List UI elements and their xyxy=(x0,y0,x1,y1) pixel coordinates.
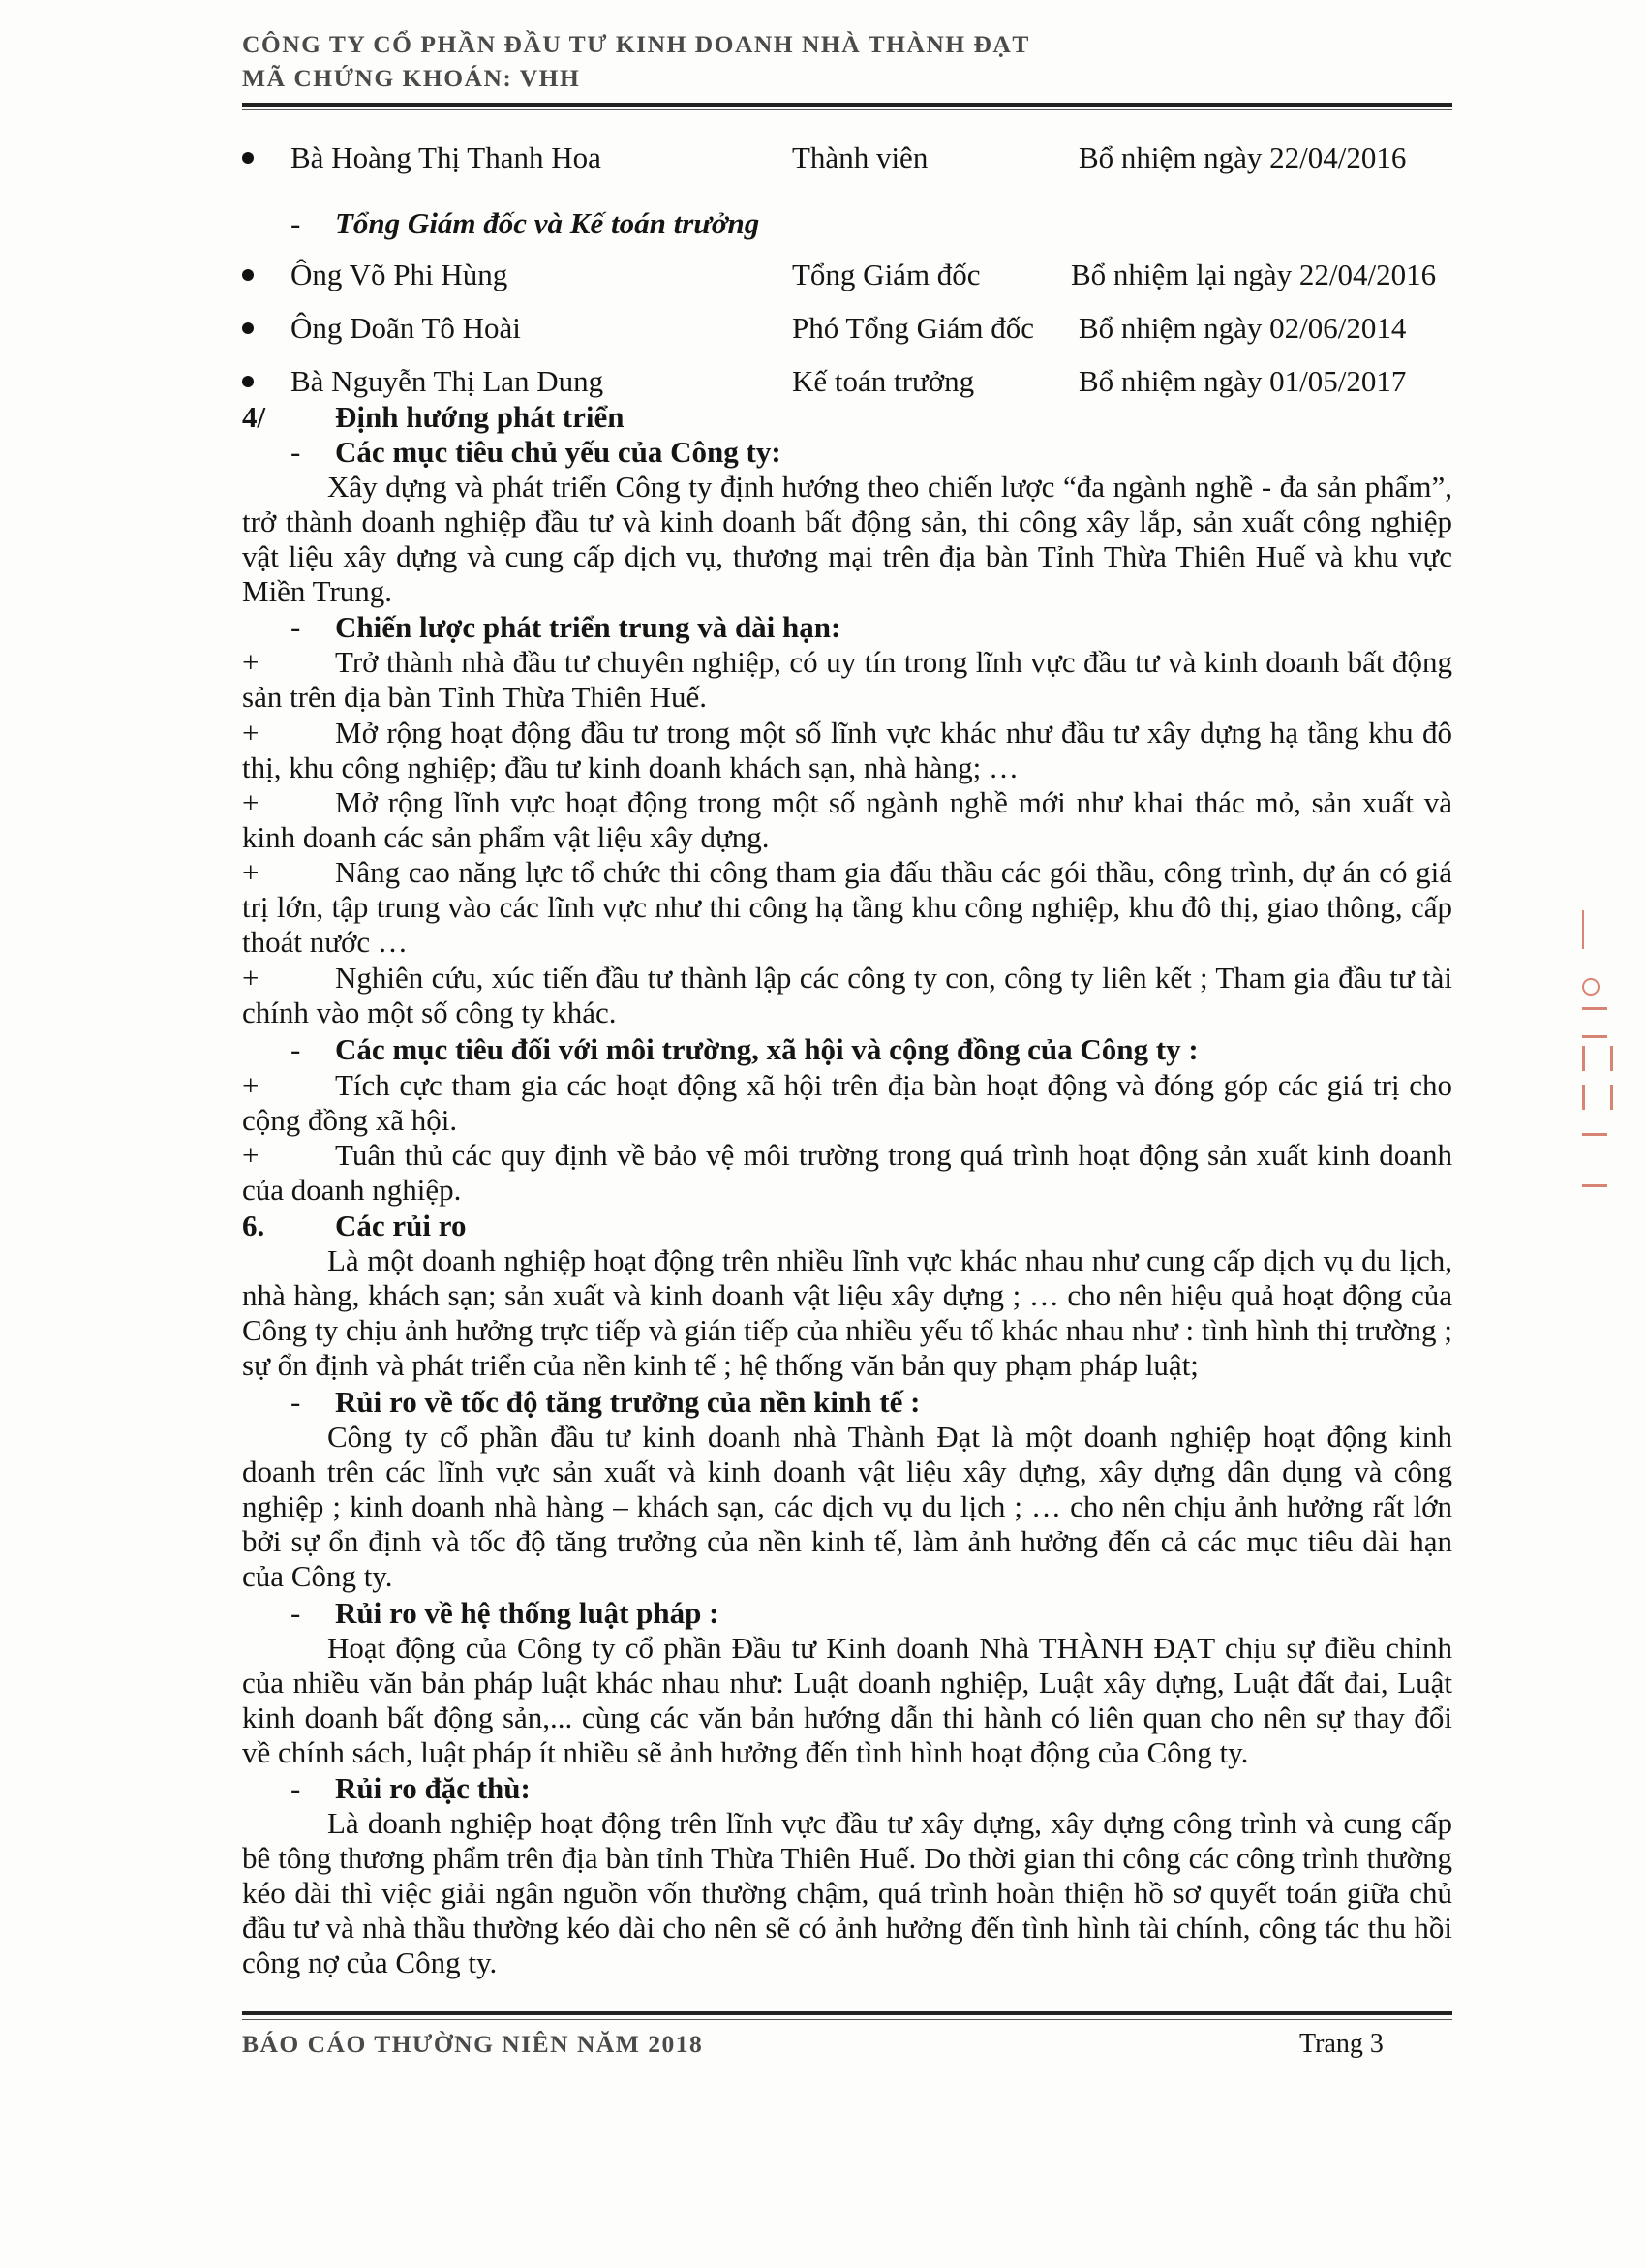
legal-risk-paragraph: Hoạt động của Công ty cổ phần Đầu tư Kinh doanh Nhà THÀNH ĐẠT chịu sự điều chỉnh của nhiều văn bản pháp luật khác nhau như: Luật doanh nghiệp, Luật xây dựng, Luật đất đai, Luật kinh doanh bất động sản,... cùng các văn bản hướng dẫn thi hành có liên quan cho nên sự thay đổi về chính sách, luật pháp ít nhiều sẽ ảnh hưởng đến tình hình hoạt động của Công ty. xyxy=(242,1631,1452,1769)
bullet-icon xyxy=(242,152,254,164)
management-row xyxy=(242,258,1452,296)
member-appointment: Bổ nhiệm ngày 02/06/2014 xyxy=(1079,311,1407,345)
member-name: Ông Võ Phi Hùng xyxy=(290,258,508,291)
board-member-row xyxy=(242,140,1452,179)
heading-text: Các mục tiêu chủ yếu của Công ty: xyxy=(335,435,781,469)
plus-marker: + xyxy=(242,645,259,679)
member-role: Kế toán trưởng xyxy=(792,364,975,398)
item-text: Tích cực tham gia các hoạt động xã hội trên địa bàn hoạt động và đóng góp các giá trị cho cộng đồng xã hội. xyxy=(242,1068,1452,1137)
stock-code: MÃ CHỨNG KHOÁN: VHH xyxy=(242,64,581,92)
item-text: Nghiên cứu, xúc tiến đầu tư thành lập các công ty con, công ty liên kết ; Tham gia đầu tư tài chính vào một số công ty khác. xyxy=(242,961,1452,1029)
item-text: Mở rộng hoạt động đầu tư trong một số lĩnh vực khác như đầu tư xây dựng hạ tầng khu đô thị, khu công nghiệp; đầu tư kinh doanh khách sạn, nhà hàng; … xyxy=(242,716,1452,784)
plus-marker: + xyxy=(242,1068,259,1102)
strategy-item xyxy=(242,785,1452,855)
heading-text: Rủi ro về hệ thống luật pháp : xyxy=(335,1596,719,1630)
risks-intro: Là một doanh nghiệp hoạt động trên nhiều lĩnh vực khác nhau như cung cấp dịch vụ du lịch, nhà hàng, khách sạn; sản xuất và kinh doanh vật liệu xây dựng ; … cho nên hiệu quả hoạt động của Công ty chịu ảnh hưởng trực tiếp và gián tiếp của nhiều yếu tố khác nhau như : tình hình thị trường ; sự ổn định và phát triển của nền kinh tế ; hệ thống văn bản quy phạm pháp luật; xyxy=(242,1243,1452,1382)
item-text: Tuân thủ các quy định về bảo vệ môi trường trong quá trình hoạt động sản xuất kinh doanh của doanh nghiệp. xyxy=(242,1138,1452,1207)
member-appointment: Bổ nhiệm lại ngày 22/04/2016 xyxy=(1071,258,1437,291)
report-title: BÁO CÁO THƯỜNG NIÊN NĂM 2018 xyxy=(242,2030,704,2058)
plus-marker: + xyxy=(242,855,259,889)
member-appointment: Bổ nhiệm ngày 01/05/2017 xyxy=(1079,364,1407,398)
plus-marker: + xyxy=(242,716,259,750)
strategy-item xyxy=(242,716,1452,785)
dash-marker: - xyxy=(290,1385,301,1419)
member-name: Ông Doãn Tô Hoài xyxy=(290,311,521,345)
member-role: Phó Tổng Giám đốc xyxy=(792,311,1034,345)
dash-marker: - xyxy=(290,435,301,469)
specific-risk-paragraph: Là doanh nghiệp hoạt động trên lĩnh vực đầu tư xây dựng, xây dựng công trình và cung cấp bê tông thương phẩm trên địa bàn tỉnh Thừa Thiên Huế. Do thời gian thi công các công trình thường kéo dài thì việc giải ngân nguồn vốn thường chậm, quá trình hoàn thiện hồ sơ quyết toán giữa chủ đầu tư và nhà thầu thường kéo dài cho nên sẽ có ảnh hưởng đến tình hình tài chính, công tác thu hồi công nợ của Công ty. xyxy=(242,1806,1452,1979)
header-rule xyxy=(242,103,1452,107)
heading-text: Các mục tiêu đối với môi trường, xã hội và cộng đồng của Công ty : xyxy=(335,1032,1199,1066)
strategy-item xyxy=(242,855,1452,960)
strategy-item xyxy=(242,961,1452,1030)
page-header xyxy=(242,27,1452,95)
page-number: Trang 3 xyxy=(1299,2029,1384,2059)
section-number: 4/ xyxy=(242,400,266,434)
goals-paragraph: Xây dựng và phát triển Công ty định hướng theo chiến lược “đa ngành nghề - đa sản phẩm”, trở thành doanh nghiệp đầu tư và kinh doanh bất động sản, thi công xây lắp, sản xuất công nghiệp vật liệu xây dựng và cung cấp dịch vụ, thương mại trên địa bàn Tỉnh Thừa Thiên Huế và khu vực Miền Trung. xyxy=(242,470,1452,608)
plus-marker: + xyxy=(242,785,259,819)
member-appointment: Bổ nhiệm ngày 22/04/2016 xyxy=(1079,140,1407,174)
dash-marker: - xyxy=(290,610,301,644)
footer-rule-thin xyxy=(242,2019,1452,2020)
header-rule-thin xyxy=(242,109,1452,110)
dash-marker: - xyxy=(290,1771,301,1805)
env-item xyxy=(242,1138,1452,1208)
economy-risk-paragraph: Công ty cổ phần đầu tư kinh doanh nhà Thành Đạt là một doanh nghiệp hoạt động kinh doanh trên các lĩnh vực sản xuất và kinh doanh vật liệu xây dựng, xây dựng dân dụng và công nghiệp ; kinh doanh nhà hàng – khách sạn, các dịch vụ du lịch ; … cho nên chịu ảnh hưởng rất lớn bởi sự ổn định và tốc độ tăng trưởng của nền kinh tế, làm ảnh hưởng đến cả các mục tiêu dài hạn của Công ty. xyxy=(242,1420,1452,1593)
heading-text: Tổng Giám đốc và Kế toán trưởng xyxy=(335,206,760,240)
strategy-item xyxy=(242,645,1452,715)
member-role: Thành viên xyxy=(792,140,929,174)
management-row xyxy=(242,364,1452,403)
footer-rule xyxy=(242,2011,1452,2015)
member-name: Bà Hoàng Thị Thanh Hoa xyxy=(290,140,601,174)
plus-marker: + xyxy=(242,961,259,995)
item-text: Mở rộng lĩnh vực hoạt động trong một số ngành nghề mới như khai thác mỏ, sản xuất và kinh doanh các sản phẩm vật liệu xây dựng. xyxy=(242,785,1452,854)
bullet-icon xyxy=(242,322,254,334)
env-item xyxy=(242,1068,1452,1138)
section-title: Định hướng phát triển xyxy=(335,400,625,434)
plus-marker: + xyxy=(242,1138,259,1172)
dash-marker: - xyxy=(290,1596,301,1630)
dash-marker: - xyxy=(290,1032,301,1066)
bullet-icon xyxy=(242,376,254,387)
section-number: 6. xyxy=(242,1209,265,1242)
member-role: Tổng Giám đốc xyxy=(792,258,981,291)
heading-text: Chiến lược phát triển trung và dài hạn: xyxy=(335,610,841,644)
member-name: Bà Nguyễn Thị Lan Dung xyxy=(290,364,604,398)
company-name: CÔNG TY CỔ PHẦN ĐẦU TƯ KINH DOANH NHÀ THÀNH ĐẠT xyxy=(242,30,1030,58)
bullet-icon xyxy=(242,269,254,281)
item-text: Trở thành nhà đầu tư chuyên nghiệp, có uy tín trong lĩnh vực đầu tư và kinh doanh bất động sản trên địa bàn Tỉnh Thừa Thiên Huế. xyxy=(242,645,1452,714)
heading-text: Rủi ro đặc thù: xyxy=(335,1771,531,1805)
management-row xyxy=(242,311,1452,350)
dash-marker: - xyxy=(290,206,301,240)
item-text: Nâng cao năng lực tổ chức thi công tham gia đấu thầu các gói thầu, công trình, dự án có giá trị lớn, tập trung vào các lĩnh vực như thi công hạ tầng khu công nghiệp, khu đô thị, giao thông, cấp thoát nước … xyxy=(242,855,1452,959)
section-title: Các rủi ro xyxy=(335,1209,467,1242)
heading-text: Rủi ro về tốc độ tăng trưởng của nền kinh tế : xyxy=(335,1385,921,1419)
